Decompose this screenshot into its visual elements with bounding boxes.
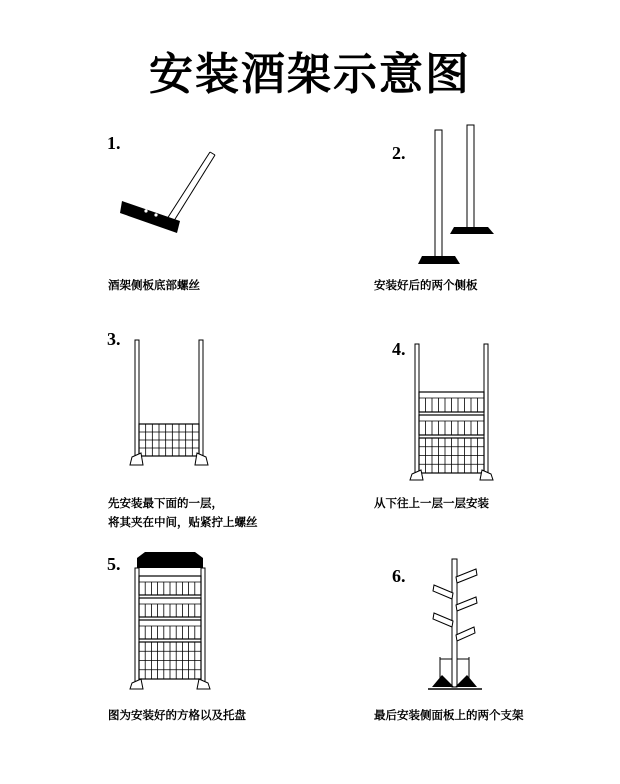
step-3-caption-line-1: 先安装最下面的一层， [108, 496, 223, 510]
step-4-number: 4. [392, 339, 406, 359]
step-6-caption: 最后安装侧面板上的两个支架 [374, 708, 524, 722]
step-2-number: 2. [392, 143, 406, 163]
step-5-caption: 图为安装好的方格以及托盘 [108, 708, 246, 722]
step-2-figure [410, 120, 510, 270]
step-3-caption-line-2: 将其夹在中间，贴紧拧上螺丝 [108, 515, 258, 529]
step-4-figure [405, 340, 500, 480]
step-1-number: 1. [107, 133, 121, 153]
step-2-caption: 安装好后的两个侧板 [374, 278, 478, 292]
page-title: 安装酒架示意图 [149, 49, 471, 100]
step-4-caption: 从下往上一层一层安装 [374, 496, 489, 510]
step-6-figure [420, 555, 495, 695]
step-6-number: 6. [392, 566, 406, 586]
step-5-number: 5. [107, 554, 121, 574]
step-1-caption: 酒架侧板底部螺丝 [108, 278, 200, 292]
step-1-figure [110, 145, 230, 245]
step-3-figure [125, 335, 220, 470]
step-5-figure [125, 548, 215, 693]
step-3-number: 3. [107, 329, 121, 349]
